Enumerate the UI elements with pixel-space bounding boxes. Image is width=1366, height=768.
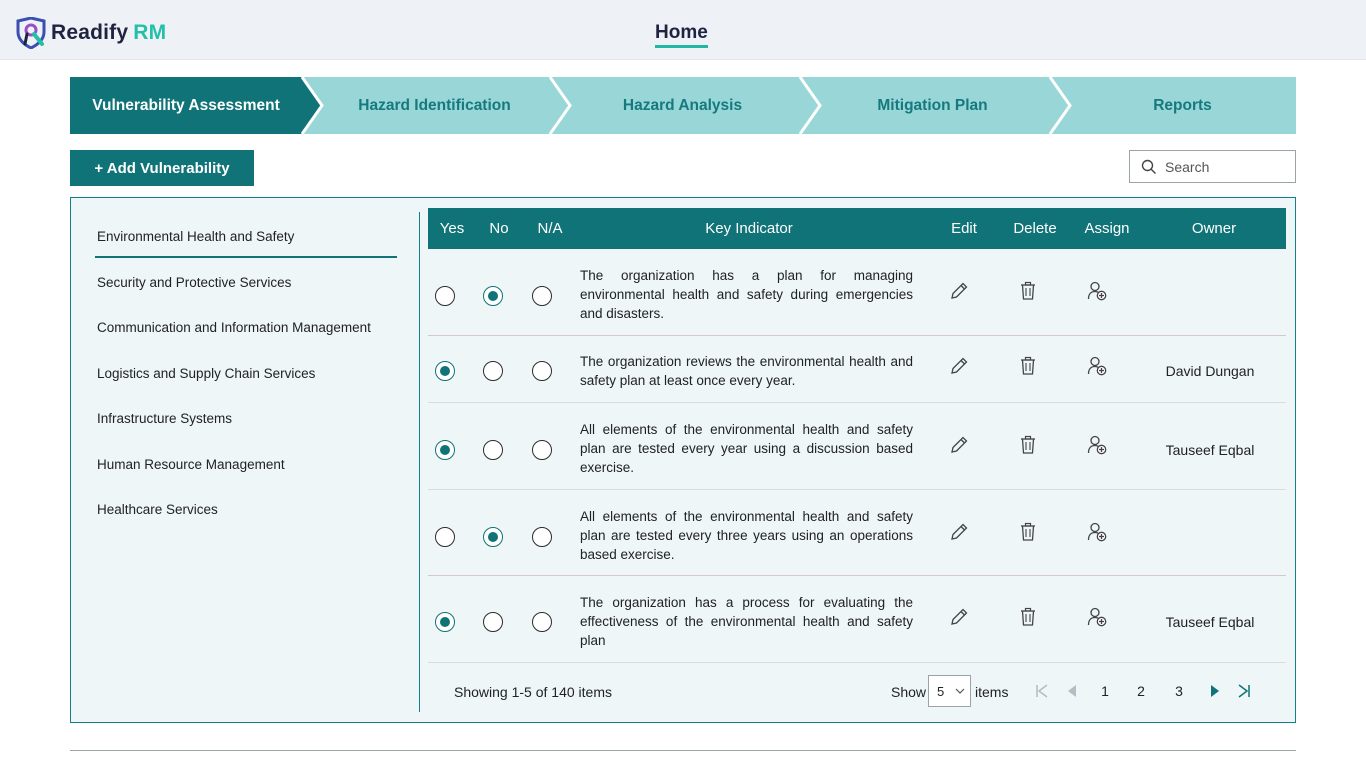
radio-na[interactable]: [532, 612, 552, 632]
delete-trash-icon[interactable]: [1017, 606, 1039, 628]
edit-pencil-icon[interactable]: [948, 434, 970, 456]
nav-active-underline: [655, 45, 708, 48]
key-indicator-text: The organization reviews the environmental health and safety plan at least once every year.: [580, 354, 913, 388]
edit-pencil-icon[interactable]: [948, 606, 970, 628]
row-divider: [428, 662, 1286, 663]
step-label: Vulnerability Assessment: [92, 96, 280, 114]
next-page-icon[interactable]: [1206, 682, 1224, 700]
step-label: Reports: [1153, 96, 1212, 114]
shield-logo-icon: [15, 17, 49, 49]
edit-pencil-icon[interactable]: [948, 355, 970, 377]
show-label: Show: [891, 684, 927, 700]
owner-name: Tauseef Eqbal: [1165, 442, 1255, 458]
search-box[interactable]: [1129, 150, 1296, 183]
page-1[interactable]: 1: [1101, 683, 1109, 699]
items-label: items: [975, 684, 1009, 700]
step-label: Hazard Analysis: [622, 96, 743, 114]
sidebar-item-logistics-and-supply-chain-services[interactable]: Logistics and Supply Chain Services: [97, 366, 316, 381]
row-divider: [428, 575, 1286, 576]
header-assign: Assign: [1084, 220, 1130, 237]
assign-user-add-icon[interactable]: [1086, 521, 1108, 543]
key-indicator-text: All elements of the environmental health and safety plan are tested every year using a discussion based exercise.: [580, 422, 913, 475]
row-divider: [428, 335, 1286, 336]
radio-no[interactable]: [483, 361, 503, 381]
previous-page-icon[interactable]: [1063, 682, 1081, 700]
add-vulnerability-button[interactable]: + Add Vulnerability: [70, 150, 254, 186]
assign-user-add-icon[interactable]: [1086, 280, 1108, 302]
delete-trash-icon[interactable]: [1017, 434, 1039, 456]
radio-yes[interactable]: [435, 286, 455, 306]
sidebar-item-human-resource-management[interactable]: Human Resource Management: [97, 457, 285, 472]
step-label: Hazard Identification: [358, 96, 511, 114]
radio-na[interactable]: [532, 286, 552, 306]
header-na: N/A: [537, 220, 563, 237]
radio-no[interactable]: [483, 286, 503, 306]
page-2[interactable]: 2: [1137, 683, 1145, 699]
sidebar-item-healthcare-services[interactable]: Healthcare Services: [97, 502, 218, 517]
radio-yes[interactable]: [435, 440, 455, 460]
delete-trash-icon[interactable]: [1017, 521, 1039, 543]
header-no: No: [489, 220, 509, 237]
app-name-suffix: RM: [133, 21, 167, 44]
key-indicator-text: All elements of the environmental health and safety plan are tested every three years using an operations based exercise.: [580, 509, 913, 562]
delete-trash-icon[interactable]: [1017, 280, 1039, 302]
radio-na[interactable]: [532, 440, 552, 460]
owner-name: David Dungan: [1165, 363, 1255, 379]
radio-no[interactable]: [483, 612, 503, 632]
radio-yes[interactable]: [435, 527, 455, 547]
chevron-down-icon: [955, 686, 965, 696]
sidebar-item-security-and-protective-services[interactable]: Security and Protective Services: [97, 275, 292, 290]
page-size-value: 5: [937, 684, 945, 699]
step-separators: [70, 77, 1296, 134]
key-indicator-text: The organization has a process for evaluating the effectiveness of the environmental health and safety plan: [580, 595, 913, 648]
search-icon: [1141, 159, 1157, 175]
radio-na[interactable]: [532, 361, 552, 381]
first-page-icon[interactable]: [1033, 682, 1051, 700]
assign-user-add-icon[interactable]: [1086, 606, 1108, 628]
sidebar-active-underline: [95, 256, 397, 258]
app-name: Readify: [51, 21, 129, 44]
header-delete: Delete: [1013, 220, 1057, 237]
sidebar-item-communication-and-information-management[interactable]: Communication and Information Management: [97, 320, 371, 335]
row-divider: [428, 402, 1286, 403]
nav-home-link[interactable]: Home: [655, 22, 708, 43]
radio-no[interactable]: [483, 527, 503, 547]
footer-divider: [70, 750, 1296, 751]
app-logo[interactable]: [15, 17, 166, 49]
header-owner: Owner: [1191, 220, 1237, 237]
last-page-icon[interactable]: [1235, 682, 1253, 700]
owner-name: Tauseef Eqbal: [1165, 614, 1255, 630]
sidebar-item-environmental-health-and-safety[interactable]: Environmental Health and Safety: [97, 229, 295, 244]
edit-pencil-icon[interactable]: [948, 280, 970, 302]
edit-pencil-icon[interactable]: [948, 521, 970, 543]
radio-yes[interactable]: [435, 361, 455, 381]
delete-trash-icon[interactable]: [1017, 355, 1039, 377]
showing-count: Showing 1-5 of 140 items: [454, 684, 612, 700]
sidebar-divider: [419, 212, 420, 712]
page-size-select[interactable]: [928, 675, 971, 707]
workflow-steps: [70, 77, 1296, 134]
header-edit: Edit: [951, 220, 977, 237]
table-header: [428, 208, 1286, 249]
header-key-indicator: Key Indicator: [705, 220, 793, 237]
key-indicator-text: The organization has a plan for managing environmental health and safety during emergencies and disasters.: [580, 268, 913, 321]
radio-no[interactable]: [483, 440, 503, 460]
assign-user-add-icon[interactable]: [1086, 434, 1108, 456]
assign-user-add-icon[interactable]: [1086, 355, 1108, 377]
step-label: Mitigation Plan: [877, 96, 988, 114]
radio-na[interactable]: [532, 527, 552, 547]
top-bar: [0, 0, 1366, 60]
row-divider: [428, 489, 1286, 490]
sidebar-item-infrastructure-systems[interactable]: Infrastructure Systems: [97, 411, 233, 426]
radio-yes[interactable]: [435, 612, 455, 632]
page-3[interactable]: 3: [1175, 683, 1183, 699]
header-yes: Yes: [439, 220, 465, 237]
search-input[interactable]: [1165, 159, 1285, 175]
